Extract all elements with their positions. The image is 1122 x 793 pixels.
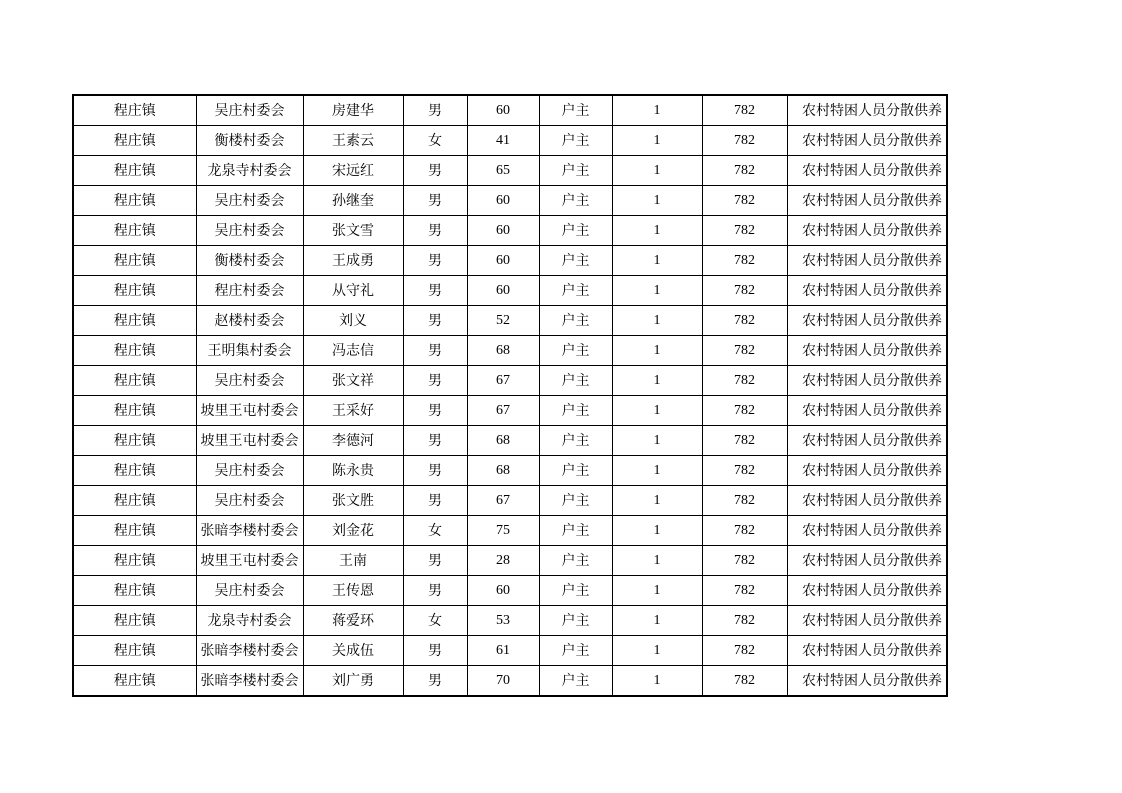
gender-cell: 男 [403,576,467,606]
relation-cell: 户主 [539,246,612,276]
assistance-category-cell: 农村特困人员分散供养 [787,576,947,606]
township-cell: 程庄镇 [73,186,196,216]
table-row [73,666,947,697]
village-committee-cell: 赵楼村委会 [196,306,303,336]
age-cell: 68 [467,426,539,456]
village-committee-cell: 坡里王屯村委会 [196,396,303,426]
gender-cell: 男 [403,95,467,126]
relation-cell: 户主 [539,216,612,246]
name-cell: 刘义 [303,306,403,336]
age-cell: 67 [467,486,539,516]
amount-cell: 782 [702,576,787,606]
amount-cell: 782 [702,546,787,576]
table-row [73,486,947,516]
village-committee-cell: 张暗李楼村委会 [196,666,303,697]
assistance-category-cell: 农村特困人员分散供养 [787,456,947,486]
township-cell: 程庄镇 [73,546,196,576]
assistance-category-cell: 农村特困人员分散供养 [787,396,947,426]
amount-cell: 782 [702,186,787,216]
household-size-cell: 1 [612,336,702,366]
gender-cell: 女 [403,606,467,636]
amount-cell: 782 [702,306,787,336]
village-committee-cell: 吴庄村委会 [196,186,303,216]
gender-cell: 男 [403,456,467,486]
amount-cell: 782 [702,366,787,396]
amount-cell: 782 [702,276,787,306]
township-cell: 程庄镇 [73,366,196,396]
assistance-category-cell: 农村特困人员分散供养 [787,336,947,366]
assistance-category-cell: 农村特困人员分散供养 [787,156,947,186]
township-cell: 程庄镇 [73,306,196,336]
township-cell: 程庄镇 [73,606,196,636]
township-cell: 程庄镇 [73,636,196,666]
household-size-cell: 1 [612,456,702,486]
document-sheet [72,94,948,697]
age-cell: 60 [467,186,539,216]
village-committee-cell: 吴庄村委会 [196,576,303,606]
name-cell: 王南 [303,546,403,576]
table-row [73,456,947,486]
village-committee-cell: 吴庄村委会 [196,486,303,516]
relation-cell: 户主 [539,186,612,216]
amount-cell: 782 [702,426,787,456]
township-cell: 程庄镇 [73,516,196,546]
household-size-cell: 1 [612,396,702,426]
name-cell: 张文雪 [303,216,403,246]
township-cell: 程庄镇 [73,336,196,366]
relation-cell: 户主 [539,366,612,396]
village-committee-cell: 龙泉寺村委会 [196,156,303,186]
gender-cell: 女 [403,126,467,156]
table-row [73,246,947,276]
village-committee-cell: 吴庄村委会 [196,366,303,396]
gender-cell: 男 [403,186,467,216]
gender-cell: 男 [403,546,467,576]
household-size-cell: 1 [612,366,702,396]
household-size-cell: 1 [612,246,702,276]
assistance-category-cell: 农村特困人员分散供养 [787,636,947,666]
table-row [73,516,947,546]
township-cell: 程庄镇 [73,156,196,186]
household-size-cell: 1 [612,546,702,576]
amount-cell: 782 [702,666,787,697]
household-size-cell: 1 [612,606,702,636]
assistance-category-cell: 农村特困人员分散供养 [787,95,947,126]
household-size-cell: 1 [612,276,702,306]
assistance-category-cell: 农村特困人员分散供养 [787,306,947,336]
age-cell: 53 [467,606,539,636]
township-cell: 程庄镇 [73,246,196,276]
gender-cell: 男 [403,246,467,276]
village-committee-cell: 吴庄村委会 [196,216,303,246]
township-cell: 程庄镇 [73,486,196,516]
household-size-cell: 1 [612,95,702,126]
name-cell: 宋远红 [303,156,403,186]
name-cell: 蒋爱环 [303,606,403,636]
name-cell: 王传恩 [303,576,403,606]
household-size-cell: 1 [612,126,702,156]
household-size-cell: 1 [612,156,702,186]
household-size-cell: 1 [612,666,702,697]
relation-cell: 户主 [539,456,612,486]
assistance-category-cell: 农村特困人员分散供养 [787,216,947,246]
table-row [73,276,947,306]
household-size-cell: 1 [612,186,702,216]
amount-cell: 782 [702,336,787,366]
assistance-category-cell: 农村特困人员分散供养 [787,426,947,456]
name-cell: 关成伍 [303,636,403,666]
township-cell: 程庄镇 [73,126,196,156]
assistance-category-cell: 农村特困人员分散供养 [787,126,947,156]
amount-cell: 782 [702,126,787,156]
relation-cell: 户主 [539,426,612,456]
name-cell: 张文胜 [303,486,403,516]
age-cell: 68 [467,336,539,366]
relation-cell: 户主 [539,126,612,156]
gender-cell: 男 [403,336,467,366]
village-committee-cell: 吴庄村委会 [196,456,303,486]
age-cell: 60 [467,95,539,126]
gender-cell: 男 [403,216,467,246]
age-cell: 75 [467,516,539,546]
table-row [73,366,947,396]
gender-cell: 男 [403,306,467,336]
name-cell: 从守礼 [303,276,403,306]
amount-cell: 782 [702,516,787,546]
assistance-category-cell: 农村特困人员分散供养 [787,666,947,697]
table-row [73,336,947,366]
relation-cell: 户主 [539,666,612,697]
relation-cell: 户主 [539,636,612,666]
age-cell: 41 [467,126,539,156]
assistance-category-cell: 农村特困人员分散供养 [787,366,947,396]
table-row [73,95,947,126]
name-cell: 刘金花 [303,516,403,546]
table-row [73,546,947,576]
age-cell: 67 [467,396,539,426]
assistance-category-cell: 农村特困人员分散供养 [787,486,947,516]
household-size-cell: 1 [612,636,702,666]
village-committee-cell: 张暗李楼村委会 [196,636,303,666]
township-cell: 程庄镇 [73,95,196,126]
gender-cell: 男 [403,396,467,426]
village-committee-cell: 程庄村委会 [196,276,303,306]
age-cell: 52 [467,306,539,336]
relation-cell: 户主 [539,606,612,636]
roster-body [73,95,947,696]
gender-cell: 男 [403,636,467,666]
household-size-cell: 1 [612,426,702,456]
township-cell: 程庄镇 [73,276,196,306]
village-committee-cell: 坡里王屯村委会 [196,546,303,576]
name-cell: 李德河 [303,426,403,456]
name-cell: 冯志信 [303,336,403,366]
village-committee-cell: 吴庄村委会 [196,95,303,126]
name-cell: 陈永贵 [303,456,403,486]
amount-cell: 782 [702,636,787,666]
village-committee-cell: 坡里王屯村委会 [196,426,303,456]
amount-cell: 782 [702,216,787,246]
household-size-cell: 1 [612,306,702,336]
relation-cell: 户主 [539,486,612,516]
table-row [73,186,947,216]
relation-cell: 户主 [539,396,612,426]
gender-cell: 男 [403,366,467,396]
table-row [73,126,947,156]
table-row [73,216,947,246]
relation-cell: 户主 [539,95,612,126]
assistance-category-cell: 农村特困人员分散供养 [787,606,947,636]
assistance-category-cell: 农村特困人员分散供养 [787,276,947,306]
table-row [73,396,947,426]
age-cell: 70 [467,666,539,697]
village-committee-cell: 龙泉寺村委会 [196,606,303,636]
gender-cell: 男 [403,426,467,456]
relation-cell: 户主 [539,336,612,366]
township-cell: 程庄镇 [73,666,196,697]
table-row [73,606,947,636]
age-cell: 68 [467,456,539,486]
gender-cell: 男 [403,276,467,306]
gender-cell: 男 [403,486,467,516]
household-size-cell: 1 [612,216,702,246]
age-cell: 60 [467,576,539,606]
amount-cell: 782 [702,486,787,516]
assistance-category-cell: 农村特困人员分散供养 [787,546,947,576]
age-cell: 67 [467,366,539,396]
relation-cell: 户主 [539,276,612,306]
relation-cell: 户主 [539,156,612,186]
age-cell: 61 [467,636,539,666]
table-row [73,156,947,186]
relation-cell: 户主 [539,306,612,336]
name-cell: 王成勇 [303,246,403,276]
amount-cell: 782 [702,95,787,126]
village-committee-cell: 衡楼村委会 [196,246,303,276]
household-size-cell: 1 [612,576,702,606]
age-cell: 28 [467,546,539,576]
amount-cell: 782 [702,156,787,186]
gender-cell: 女 [403,516,467,546]
name-cell: 张文祥 [303,366,403,396]
amount-cell: 782 [702,246,787,276]
table-row [73,636,947,666]
name-cell: 王素云 [303,126,403,156]
household-size-cell: 1 [612,486,702,516]
table-row [73,576,947,606]
relation-cell: 户主 [539,516,612,546]
amount-cell: 782 [702,456,787,486]
township-cell: 程庄镇 [73,576,196,606]
age-cell: 60 [467,246,539,276]
name-cell: 王采好 [303,396,403,426]
name-cell: 孙继奎 [303,186,403,216]
assistance-roster-table [72,94,948,697]
village-committee-cell: 衡楼村委会 [196,126,303,156]
relation-cell: 户主 [539,576,612,606]
gender-cell: 男 [403,156,467,186]
township-cell: 程庄镇 [73,456,196,486]
assistance-category-cell: 农村特困人员分散供养 [787,516,947,546]
village-committee-cell: 张暗李楼村委会 [196,516,303,546]
township-cell: 程庄镇 [73,396,196,426]
age-cell: 60 [467,216,539,246]
amount-cell: 782 [702,396,787,426]
township-cell: 程庄镇 [73,216,196,246]
table-row [73,306,947,336]
name-cell: 房建华 [303,95,403,126]
age-cell: 65 [467,156,539,186]
table-row [73,426,947,456]
village-committee-cell: 王明集村委会 [196,336,303,366]
gender-cell: 男 [403,666,467,697]
relation-cell: 户主 [539,546,612,576]
township-cell: 程庄镇 [73,426,196,456]
household-size-cell: 1 [612,516,702,546]
assistance-category-cell: 农村特困人员分散供养 [787,186,947,216]
amount-cell: 782 [702,606,787,636]
name-cell: 刘广勇 [303,666,403,697]
assistance-category-cell: 农村特困人员分散供养 [787,246,947,276]
age-cell: 60 [467,276,539,306]
